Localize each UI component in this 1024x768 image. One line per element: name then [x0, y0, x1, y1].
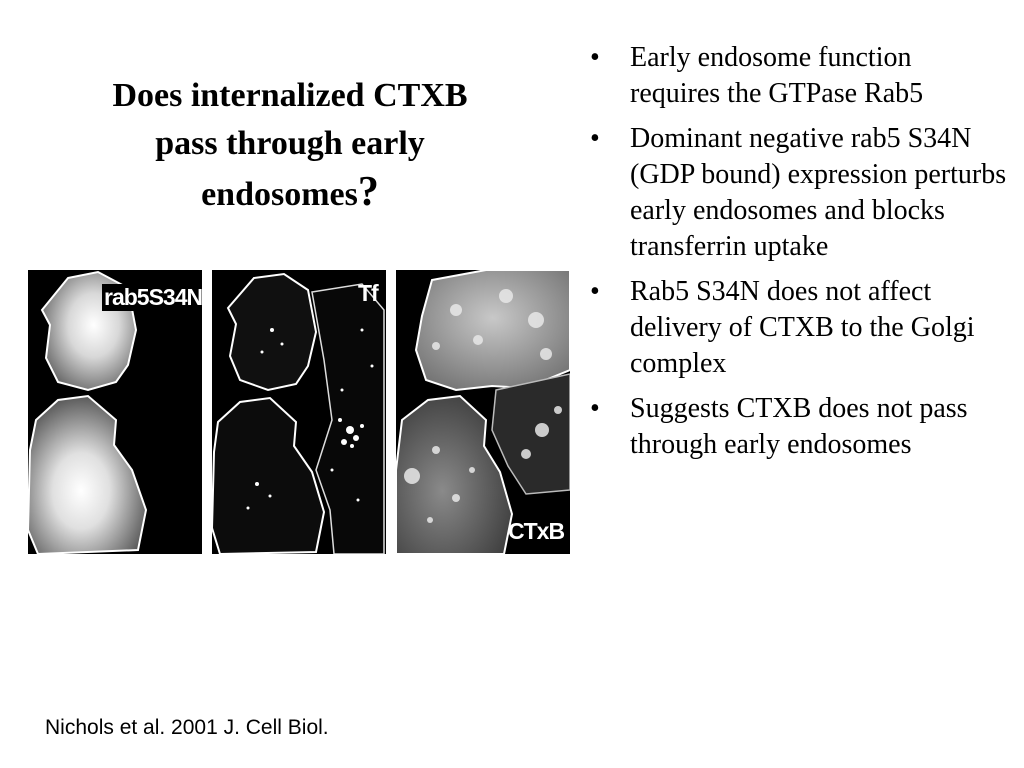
bullet-item: [588, 121, 1008, 265]
panel-label-rab5: rab5S34N: [102, 284, 202, 311]
citation: Nichols et al. 2001 J. Cell Biol.: [45, 716, 329, 739]
panel-label-ctxb: CTxB: [508, 518, 565, 544]
bullet-text: Suggests CTXB does not pass through early endosomes: [630, 393, 968, 460]
title-question-mark: ?: [357, 169, 379, 215]
bullet-dot: •: [590, 393, 600, 424]
slide-title: [40, 72, 540, 219]
title-line-1: Does internalized CTXB: [112, 77, 468, 114]
bullet-item: [588, 40, 1008, 112]
panel-label-tf: Tf: [358, 280, 378, 306]
bullet-dot: •: [590, 42, 600, 73]
microscopy-panel-rab5: [28, 270, 202, 554]
microscopy-figure: [28, 270, 570, 554]
bullet-list: [588, 40, 1008, 472]
bullet-dot: •: [590, 123, 600, 154]
bullet-text: Early endosome function requires the GTPase Rab5: [630, 42, 924, 109]
bullet-text: Rab5 S34N does not affect delivery of CTXB to the Golgi complex: [630, 276, 975, 379]
cell-image-tf: [212, 270, 386, 554]
bullet-text: Dominant negative rab5 S34N (GDP bound) expression perturbs early endosomes and blocks transferrin uptake: [630, 123, 1007, 262]
bullet-dot: •: [590, 276, 600, 307]
title-line-2: pass through early: [155, 125, 425, 162]
bullet-item: [588, 391, 1008, 463]
cell-image-rab5: [28, 270, 202, 554]
bullet-item: [588, 274, 1008, 382]
title-line-3: endosomes: [201, 176, 358, 213]
microscopy-panel-tf: [212, 270, 386, 554]
microscopy-panel-ctxb: [396, 270, 570, 554]
cell-image-ctxb: [396, 270, 570, 554]
